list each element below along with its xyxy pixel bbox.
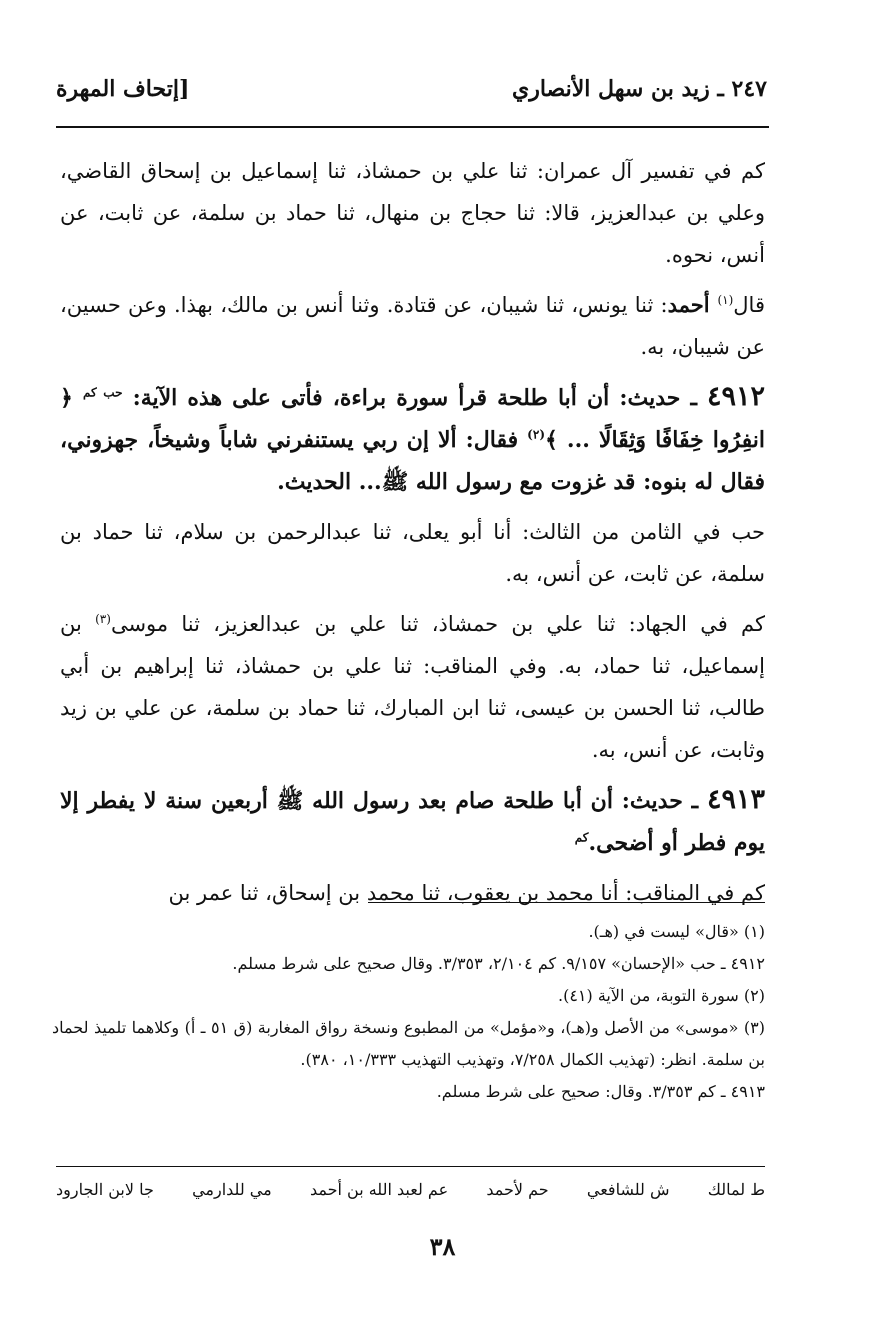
p4-b: بن إسماعيل، ثنا حماد، به. وفي المناقب: ثنا علي بن حمشاذ، ثنا إبراهيم بن أبي طالب، ثنا الحسن بن عيسى، ثنا ابن المبارك، ثنا حماد بن سلمة، عن علي بن زيد وثابت، عن أنس، به. [60, 612, 765, 762]
hadith-number: ٤٩١٣ [706, 784, 765, 815]
hadith-4912 [60, 376, 765, 503]
paragraph-1: كم في تفسير آل عمران: ثنا علي بن حمشاذ، ثنا إسماعيل بن إسحاق القاضي، وعلي بن عبدالعزيز، قالا: ثنا حجاج بن منهال، ثنا حماد بن سلمة، عن ثابت، عن أنس، نحوه. [60, 159, 765, 267]
footnotes [52, 916, 765, 1108]
paragraph-5: كم في المناقب: أنا محمد بن يعقوب، ثنا محمد بن إسحاق، ثنا عمر بن [168, 881, 765, 905]
footnote-4912: ٤٩١٢ ـ حب «الإحسان» ٩/١٥٧. كم ٢/١٠٤، ٣/٣٥٣. وقال صحيح على شرط مسلم. [232, 954, 765, 973]
abbr-darimi: مي للدارمي [192, 1180, 272, 1199]
header-divider [56, 126, 769, 128]
p4-a: كم في الجهاد: ثنا علي بن حمشاذ، ثنا علي بن عبدالعزيز، ثنا موسى [110, 612, 765, 636]
footnote-4913: ٤٩١٣ ـ كم ٣/٣٥٣. وقال: صحيح على شرط مسلم. [436, 1082, 765, 1101]
header-book-title: [إتحاف المهرة [56, 76, 190, 102]
p2-ahmad: أحمد [667, 292, 718, 317]
footnote-ref-2: (٢) [527, 427, 545, 442]
abbreviations-key [56, 1180, 765, 1199]
hadith-number: ٤٩١٢ [706, 381, 765, 412]
abbr-malik: ط لمالك [707, 1180, 765, 1199]
footnote-2: (٢) سورة التوبة، من الآية (٤١). [557, 986, 765, 1005]
abbr-abdullah: عم لعبد الله بن أحمد [309, 1180, 449, 1199]
footnote-ref-1: (١) [717, 293, 734, 307]
footnote-3: (٣) «موسى» من الأصل و(هـ)، و«مؤمل» من المطبوع ونسخة رواق المغاربة (ق ٥١ ـ أ) وكلاهما تلميذ لحماد بن سلمة. انظر: (تهذيب الكمال ٧/٢٥٨، وتهذيب التهذيب ١٠/٣٣٣، ٣٨٠). [52, 1018, 765, 1069]
hadith-text-a: ـ حديث: أن أبا طلحة قرأ سورة براءة، فأتى على هذه الآية: [122, 385, 707, 411]
abbr-shafii: ش للشافعي [586, 1180, 670, 1199]
hadith-4913 [60, 779, 765, 864]
abbr-jarud: جا لابن الجارود [56, 1180, 154, 1199]
footnote-1: (١) «قال» ليست في (هـ). [588, 922, 765, 941]
source-sigla: كم [574, 830, 589, 845]
source-sigla: حب كم [82, 385, 123, 400]
paragraph-2 [60, 284, 765, 368]
header-chapter-title: ٢٤٧ ـ زيد بن سهل الأنصاري [511, 76, 767, 102]
page-header [56, 76, 767, 102]
page-number: ٣٨ [429, 1232, 456, 1261]
main-text [60, 150, 765, 922]
hadith-text-b: فقال: ألا إن ربي يستنفرني شاباً وشيخاً، جهزوني، فقال له بنوه: قد غزوت مع رسول الله ﷺ... الحديث. [60, 427, 765, 495]
quran-verse: ﴿ انفِرُوا خِفَافًا وَثِقَالًا ... ﴾ [60, 385, 765, 453]
hadith-text: ـ حديث: أن أبا طلحة صام بعد رسول الله ﷺ أربعين سنة لا يفطر إلا يوم فطر أو أضحى. [60, 788, 765, 856]
footnote-ref-3: (٣) [95, 612, 111, 626]
p2-rest: : ثنا يونس، ثنا شيبان، عن قتادة. وثنا أنس بن مالك، بهذا. وعن حسين، عن شيبان، به. [60, 293, 765, 359]
paragraph-3: حب في الثامن من الثالث: أنا أبو يعلى، ثنا عبدالرحمن بن سلام، ثنا حماد بن سلمة، عن ثابت، عن أنس، به. [60, 520, 765, 586]
p2-start: قال [733, 293, 765, 317]
abbreviations-divider [56, 1166, 765, 1167]
abbr-ahmad: حم لأحمد [486, 1180, 549, 1199]
footnote-divider [368, 902, 765, 903]
paragraph-4 [60, 603, 765, 771]
